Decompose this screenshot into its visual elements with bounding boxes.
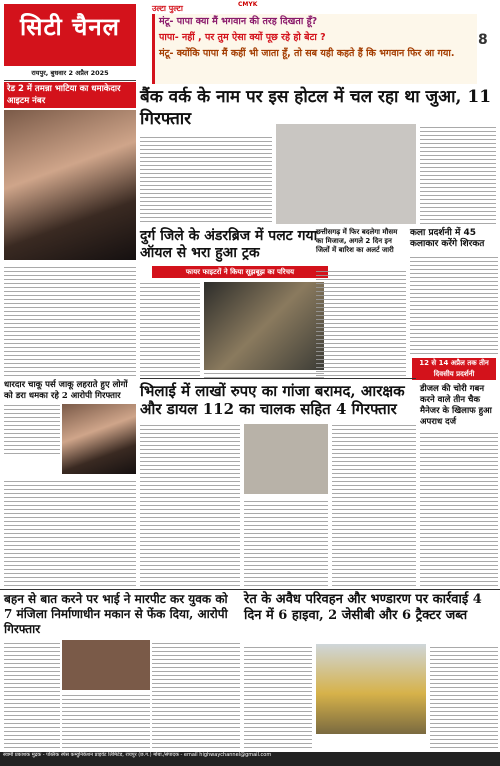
- ganja-seizure-photo: [244, 424, 328, 494]
- joke-line-2: पापा- नहीं , पर तुम ऐसा क्यों पूछ रहे हो बेटा ?: [159, 32, 326, 43]
- quote-tag: उल्टा पुल्टा: [152, 4, 183, 13]
- ganja-body-text-3: [332, 424, 416, 586]
- art-exhibition-tag: 12 से 14 अप्रैल तक तीन दिवसीय प्रदर्शनी: [412, 358, 496, 380]
- sidebar-body-text: [4, 264, 136, 376]
- lead-body-text: [140, 134, 272, 222]
- weather-body-text: [316, 270, 406, 376]
- diesel-body-text: [420, 430, 498, 586]
- joke-line-1: मंटू- पापा क्या मैं भगवान की तरह दिखता हूँ?: [159, 16, 318, 27]
- jcb-photo: [316, 644, 426, 734]
- sand-body-text-2: [430, 644, 498, 748]
- knife-body-text: [4, 404, 60, 454]
- ganja-body-text: [140, 424, 240, 586]
- dateline: रायपुर, बुधवार 2 अप्रैल 2025: [4, 66, 136, 81]
- divider: [140, 378, 416, 379]
- weather-headline: छत्तीसगढ़ में फिर बदलेगा मौसम का मिजाज, अगले 2 दिन इन जिलों में बारिश का अलर्ट जारी: [316, 228, 398, 254]
- building-body-text: [4, 640, 60, 748]
- actress-photo: [4, 110, 136, 260]
- lead-body-text-2: [420, 124, 496, 224]
- building-headline: बहन से बात करने पर भाई ने मारपीट कर युवक को 7 मंजिला निर्माणाधीन मकान से फेंक दिया, आरोपी गिरफ्तार: [4, 592, 228, 636]
- knife-headline: धारदार चाकू पर्स जाकू लहराते हुए लोगों को डरा धमका रहे 2 आरोपी गिरफ्तार: [4, 380, 128, 401]
- cmyk-marker: CMYK: [238, 1, 258, 8]
- lead-group-photo: [276, 124, 416, 224]
- diesel-theft-headline: डीजल की चोरी गबन करने वाले तीन चैक मैनेजर के खिलाफ हुआ अपराध दर्ज: [420, 384, 492, 427]
- building-body-text-3: [152, 640, 240, 748]
- sand-headline: रेत के अवैध परिवहन और भण्डारण पर कार्रवाई 4 दिन में 6 हाइवा, 2 जेसीबी और 6 ट्रैक्टर जब्त: [244, 592, 482, 623]
- divider-2: [0, 589, 500, 590]
- truck-photo: [204, 282, 324, 370]
- ganja-headline: भिलाई में लाखों रुपए का गांजा बरामद, आरक्षक और डायल 112 का चालक सहित 4 गिरफ्तार: [140, 382, 405, 418]
- joke-box: [152, 14, 477, 84]
- art-exhibition-body: [410, 254, 498, 354]
- masthead-title: सिटी चैनल: [20, 12, 120, 41]
- lead-headline: बैंक वर्क के नाम पर इस होटल में चल रहा था जुआ, 11 गिरफ्तार: [140, 87, 492, 129]
- page-number: 8: [478, 32, 488, 48]
- truck-strap: फायर फाइटरों ने किया सूझबूझ का परिचय: [152, 266, 328, 278]
- ganja-body-text-2: [244, 498, 328, 586]
- imprint-footer: स्वामी प्रकाशक मुद्रक - पब्लिक स्पेस कम्युनिकेशन प्राइवेट लिमिटेड, रायपुर (छ.ग.) मोबा./संपादक - email highwaychannel@gmail.com: [0, 752, 500, 766]
- masthead: [4, 4, 136, 66]
- sidebar-headline: रेड 2 में तमन्ना भाटिया का धमाकेदार आइटम नंबर: [4, 82, 136, 108]
- truck-headline: दुर्ग जिले के अंडरब्रिज में पलट गया ऑयल से भरा हुआ ट्रक: [140, 228, 318, 261]
- building-body-text-2: [62, 694, 150, 748]
- building-photo: [62, 640, 150, 690]
- truck-body-text: [140, 282, 200, 376]
- sand-body-text: [244, 644, 312, 748]
- knife-body-text-2: [4, 478, 136, 586]
- joke-line-3: मंटू- क्योंकि पापा मैं कहीं भी जाता हूँ, तो सब यही कहते हैं कि भगवान फिर आ गया.: [159, 48, 455, 59]
- accused-photo: [62, 404, 136, 474]
- art-exhibition-headline: कला प्रदर्शनी में 45 कलाकार करेंगे शिरकत: [410, 228, 485, 249]
